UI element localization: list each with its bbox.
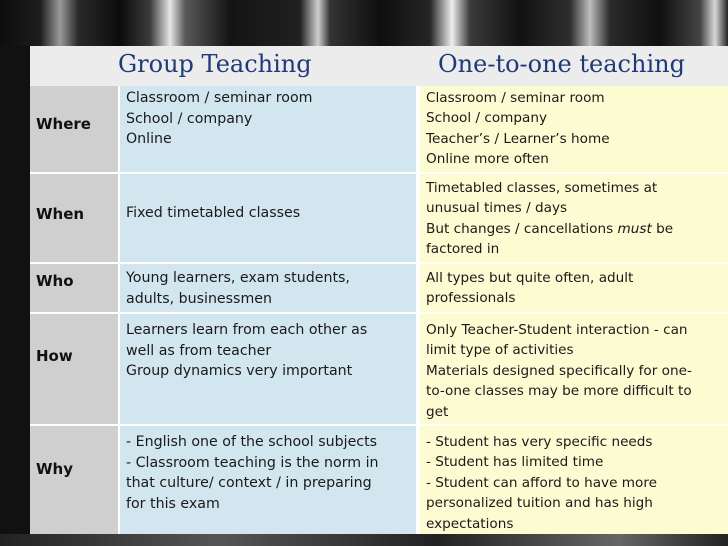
row-label-how: How <box>36 347 73 365</box>
cell-line: Teacher’s / Learner’s home <box>426 130 610 147</box>
cell-line: adults, businessmen <box>126 290 272 307</box>
one-cell-why <box>426 432 726 534</box>
background-top-strip <box>0 0 728 46</box>
group-cell-who <box>126 268 416 309</box>
cell-line: Timetabled classes, sometimes at <box>426 180 658 196</box>
emphasis-text: must <box>617 220 652 237</box>
cell-line: Group dynamics very important <box>126 363 353 379</box>
cell-text: be <box>651 220 674 237</box>
cell-line: Classroom / seminar room <box>426 90 605 106</box>
cell-line: Fixed timetabled classes <box>126 205 301 221</box>
row-label-when: When <box>36 205 85 223</box>
cell-line: - Student has very specific needs <box>426 434 653 450</box>
group-cell-why <box>126 432 416 514</box>
row-separator <box>30 424 728 426</box>
one-cell-how <box>426 320 726 422</box>
column-divider <box>416 86 420 534</box>
one-cell-who <box>426 268 726 309</box>
cell-line: All types but quite often, adult <box>426 270 634 286</box>
row-label-who: Who <box>36 272 74 290</box>
cell-line: Only Teacher-Student interaction - can <box>426 322 688 338</box>
cell-line: - Student has limited time <box>426 454 604 471</box>
row-separator <box>30 172 728 174</box>
cell-line: Classroom / seminar room <box>126 90 313 106</box>
cell-line: Online more often <box>426 151 549 168</box>
row-label-why: Why <box>36 460 74 478</box>
cell-line: Online <box>126 131 172 147</box>
cell-line <box>426 219 726 239</box>
cell-line: personalized tuition and has high <box>426 495 653 512</box>
group-cell-how <box>126 320 416 382</box>
cell-line: School / company <box>126 110 253 127</box>
background-bottom-strip <box>0 534 728 546</box>
cell-line: expectations <box>426 515 514 532</box>
cell-line: for this exam <box>126 495 220 512</box>
row-separator <box>30 262 728 264</box>
cell-line: Young learners, exam students, <box>126 270 350 286</box>
column-divider <box>118 86 120 534</box>
group-cell-where <box>126 88 416 150</box>
cell-line: unusual times / days <box>426 200 568 217</box>
cell-line: Learners learn from each other as <box>126 322 368 338</box>
header-group-teaching: Group Teaching <box>118 50 312 78</box>
cell-line: - Classroom teaching is the norm in <box>126 454 379 471</box>
cell-line: well as from teacher <box>126 342 272 359</box>
cell-line: - English one of the school subjects <box>126 434 378 450</box>
one-cell-where <box>426 88 726 170</box>
row-label-where: Where <box>36 115 91 133</box>
comparison-table <box>30 86 728 534</box>
cell-line: factored in <box>426 241 500 258</box>
cell-line: that culture/ context / in preparing <box>126 475 372 491</box>
header-one-to-one-teaching: One-to-one teaching <box>438 50 685 78</box>
cell-line: to-one classes may be more difficult to <box>426 383 692 400</box>
cell-line: - Student can afford to have more <box>426 474 657 491</box>
cell-line: Materials designed specifically for one- <box>426 362 692 379</box>
cell-line: School / company <box>426 110 548 127</box>
cell-line: professionals <box>426 290 516 307</box>
row-separator <box>30 312 728 314</box>
cell-line: get <box>426 403 449 420</box>
one-cell-when <box>426 178 726 260</box>
cell-line: limit type of activities <box>426 342 574 359</box>
cell-text: But changes / cancellations <box>426 220 618 237</box>
group-cell-when <box>126 203 416 224</box>
